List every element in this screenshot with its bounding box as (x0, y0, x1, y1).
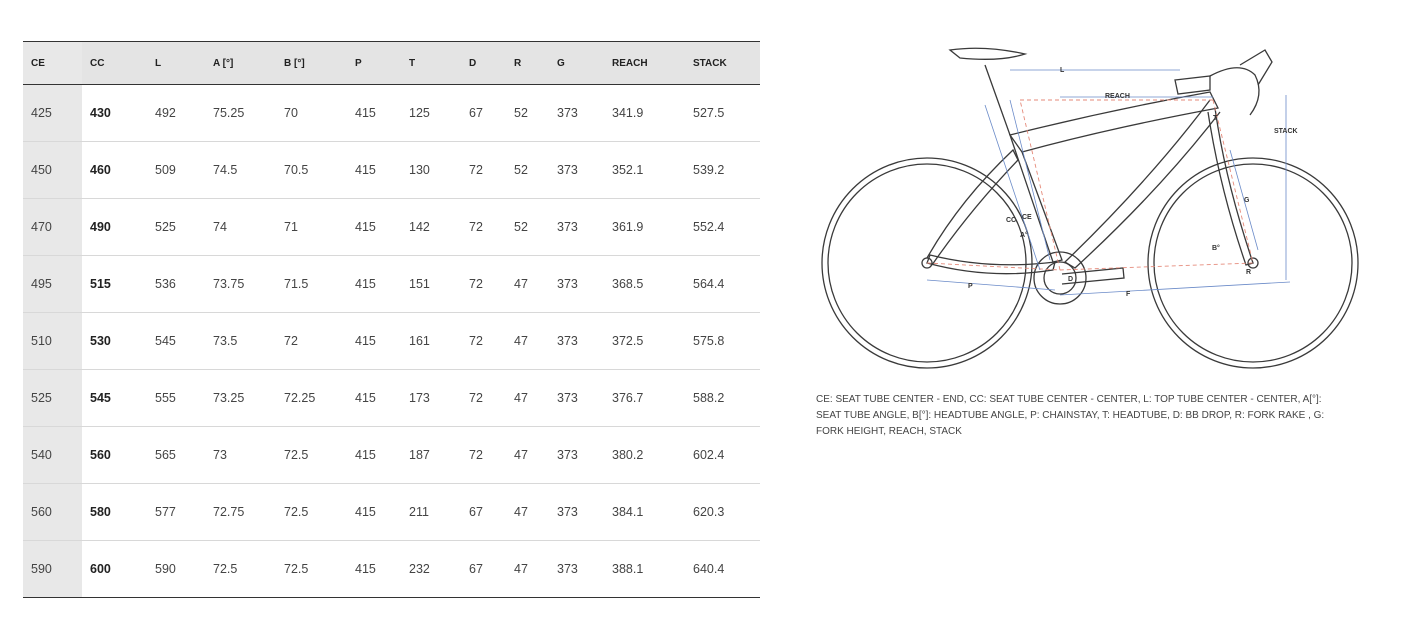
down-tube (1065, 100, 1220, 268)
label-stack: STACK (1274, 128, 1298, 135)
table-cell: 67 (461, 85, 506, 142)
label-p: P (968, 283, 973, 290)
table-cell: 430 (82, 85, 147, 142)
top-tube (1010, 92, 1218, 152)
table-cell: 415 (347, 370, 401, 427)
table-cell: 490 (82, 199, 147, 256)
column-header: CE (23, 42, 82, 85)
table-cell: 211 (401, 484, 461, 541)
table-cell: 75.25 (205, 85, 276, 142)
table-cell: 52 (506, 85, 549, 142)
table-cell: 492 (147, 85, 205, 142)
table-cell: 373 (549, 256, 604, 313)
table-row (23, 313, 760, 370)
table-cell: 173 (401, 370, 461, 427)
table-cell: 73 (205, 427, 276, 484)
label-f: F (1126, 291, 1131, 298)
table-row (23, 85, 760, 142)
table-cell: 70 (276, 85, 347, 142)
column-header: A [°] (205, 42, 276, 85)
table-cell: 74.5 (205, 142, 276, 199)
table-row (23, 256, 760, 313)
column-header: CC (82, 42, 147, 85)
table-row (23, 142, 760, 199)
table-cell: 577 (147, 484, 205, 541)
table-cell: 72 (461, 427, 506, 484)
table-cell: 380.2 (604, 427, 685, 484)
table-cell: 415 (347, 541, 401, 598)
table-cell: 495 (23, 256, 82, 313)
table-cell: 415 (347, 85, 401, 142)
table-cell: 71 (276, 199, 347, 256)
table-cell: 450 (23, 142, 82, 199)
column-header: R (506, 42, 549, 85)
table-cell: 232 (401, 541, 461, 598)
table-cell: 620.3 (685, 484, 760, 541)
table-cell: 67 (461, 484, 506, 541)
table-cell: 590 (147, 541, 205, 598)
column-header: B [°] (276, 42, 347, 85)
table-cell: 536 (147, 256, 205, 313)
label-reach: REACH (1105, 93, 1130, 100)
table-cell: 72 (461, 313, 506, 370)
seat-tube (1010, 135, 1062, 262)
saddle (950, 48, 1025, 59)
table-cell: 72.5 (205, 541, 276, 598)
table-cell: 125 (401, 85, 461, 142)
table-cell: 47 (506, 313, 549, 370)
table-row (23, 484, 760, 541)
table-cell: 384.1 (604, 484, 685, 541)
table-cell: 47 (506, 541, 549, 598)
table-cell: 545 (147, 313, 205, 370)
table-cell: 73.25 (205, 370, 276, 427)
table-cell: 341.9 (604, 85, 685, 142)
table-cell: 72.5 (276, 541, 347, 598)
table-cell: 47 (506, 427, 549, 484)
bike-geometry-diagram (810, 40, 1370, 380)
table-cell: 73.5 (205, 313, 276, 370)
geometry-legend: CE: SEAT TUBE CENTER - END, CC: SEAT TUBE CENTER - CENTER, L: TOP TUBE CENTER - CENTER, A[°]: SEAT TUBE ANGLE, B[°]: HEADTUBE ANGLE, P: CHAINSTAY, T: HEADTUBE, D: BB DROP, R: FORK RAKE , G: FORK HEIGHT, REACH, STACK (816, 394, 1325, 437)
table-cell: 388.1 (604, 541, 685, 598)
table-cell: 52 (506, 199, 549, 256)
table-cell: 72 (461, 256, 506, 313)
label-r: R (1246, 269, 1252, 276)
label-b: B° (1212, 245, 1220, 252)
table-row (23, 370, 760, 427)
table-cell: 73.75 (205, 256, 276, 313)
table-cell: 74 (205, 199, 276, 256)
table-cell: 361.9 (604, 199, 685, 256)
table-cell: 161 (401, 313, 461, 370)
table-cell: 373 (549, 199, 604, 256)
table-cell: 373 (549, 313, 604, 370)
table-cell: 564.4 (685, 256, 760, 313)
table-cell: 510 (23, 313, 82, 370)
label-d: D (1068, 276, 1074, 283)
fork (1208, 108, 1253, 265)
table-cell: 52 (506, 142, 549, 199)
table-cell: 539.2 (685, 142, 760, 199)
table-cell: 130 (401, 142, 461, 199)
geometry-table (23, 41, 760, 598)
table-cell: 72 (461, 199, 506, 256)
label-a: A° (1020, 232, 1028, 239)
table-cell: 530 (82, 313, 147, 370)
table-cell: 540 (23, 427, 82, 484)
table-cell: 372.5 (604, 313, 685, 370)
table-cell: 470 (23, 199, 82, 256)
column-header: D (461, 42, 506, 85)
table-cell: 552.4 (685, 199, 760, 256)
table-cell: 72 (461, 370, 506, 427)
table-cell: 368.5 (604, 256, 685, 313)
table-row (23, 199, 760, 256)
table-cell: 460 (82, 142, 147, 199)
table-cell: 425 (23, 85, 82, 142)
table-cell: 72.25 (276, 370, 347, 427)
table-cell: 515 (82, 256, 147, 313)
seatpost (985, 65, 1010, 135)
table-row (23, 541, 760, 598)
table-cell: 640.4 (685, 541, 760, 598)
table-cell: 376.7 (604, 370, 685, 427)
label-g: G (1244, 197, 1250, 204)
table-cell: 565 (147, 427, 205, 484)
table-header-row (23, 42, 760, 85)
label-l: L (1060, 67, 1065, 74)
table-cell: 72 (461, 142, 506, 199)
table-cell: 602.4 (685, 427, 760, 484)
table-cell: 415 (347, 427, 401, 484)
table-cell: 415 (347, 484, 401, 541)
column-header: T (401, 42, 461, 85)
table-cell: 580 (82, 484, 147, 541)
table-cell: 415 (347, 142, 401, 199)
table-cell: 525 (147, 199, 205, 256)
label-t: T (1213, 115, 1218, 122)
table-cell: 72.5 (276, 427, 347, 484)
column-header: P (347, 42, 401, 85)
table-cell: 70.5 (276, 142, 347, 199)
column-header: STACK (685, 42, 760, 85)
seatstay (927, 150, 1018, 265)
table-cell: 373 (549, 370, 604, 427)
table-cell: 373 (549, 427, 604, 484)
table-cell: 72.5 (276, 484, 347, 541)
table-cell: 47 (506, 370, 549, 427)
table-cell: 47 (506, 484, 549, 541)
table-cell: 545 (82, 370, 147, 427)
table-cell: 142 (401, 199, 461, 256)
table-cell: 415 (347, 313, 401, 370)
table-cell: 415 (347, 199, 401, 256)
table-cell: 373 (549, 85, 604, 142)
table-cell: 47 (506, 256, 549, 313)
column-header: L (147, 42, 205, 85)
table-cell: 72.75 (205, 484, 276, 541)
shifter (1240, 50, 1272, 85)
table-cell: 560 (82, 427, 147, 484)
table-cell: 509 (147, 142, 205, 199)
table-cell: 373 (549, 484, 604, 541)
table-cell: 560 (23, 484, 82, 541)
table-cell: 600 (82, 541, 147, 598)
label-cc: CC (1006, 217, 1017, 224)
table-cell: 590 (23, 541, 82, 598)
column-header: REACH (604, 42, 685, 85)
table-row (23, 427, 760, 484)
stem (1175, 76, 1210, 94)
table-cell: 352.1 (604, 142, 685, 199)
table-cell: 71.5 (276, 256, 347, 313)
table-cell: 588.2 (685, 370, 760, 427)
column-header: G (549, 42, 604, 85)
table-cell: 151 (401, 256, 461, 313)
table-cell: 415 (347, 256, 401, 313)
table-cell: 72 (276, 313, 347, 370)
table-cell: 67 (461, 541, 506, 598)
table-cell: 187 (401, 427, 461, 484)
label-ce: CE (1022, 214, 1032, 221)
table-cell: 575.8 (685, 313, 760, 370)
table-cell: 555 (147, 370, 205, 427)
table-cell: 373 (549, 541, 604, 598)
table-cell: 527.5 (685, 85, 760, 142)
table-cell: 525 (23, 370, 82, 427)
table-cell: 373 (549, 142, 604, 199)
